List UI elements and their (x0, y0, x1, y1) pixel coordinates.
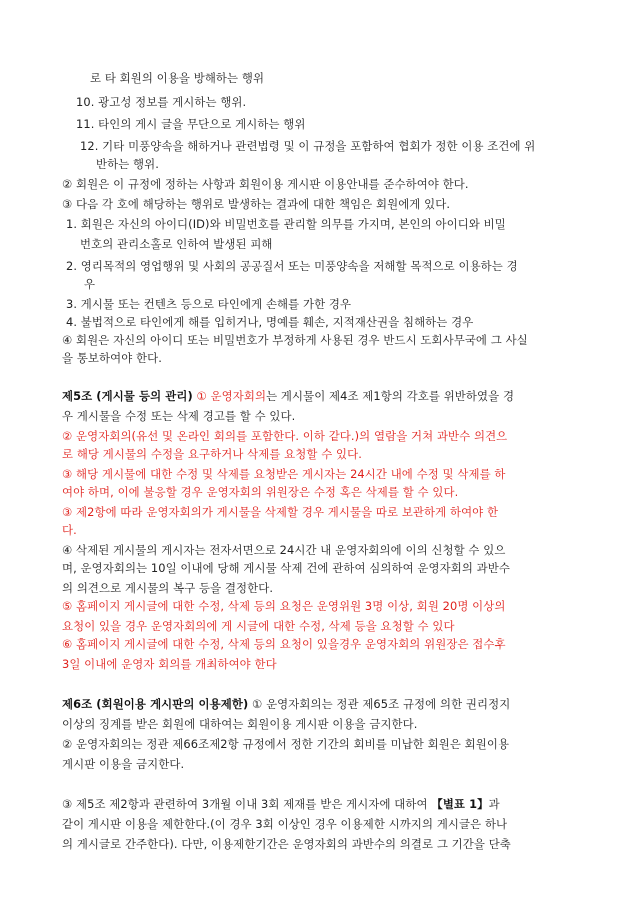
text-line: ② 운영자회의(유선 및 온라인 회의를 포함한다. 이하 같다.)의 열람을 거쳐 과반수 의견으 (62, 429, 508, 443)
article-6-heading: 제6조 (회원이용 게시판의 이용제한) (62, 697, 249, 711)
text-line: 4. 불법적으로 타인에게 해를 입히거나, 명예를 훼손, 지적재산권을 침해하는 경우 (66, 315, 474, 329)
text-line: ⑥ 홈페이지 게시글에 대한 수정, 삭제 등의 요청이 있을경우 운영자회의 위원장은 접수후 (62, 637, 506, 651)
text-line: 3. 게시물 또는 컨텐츠 등으로 타인에게 손해를 가한 경우 (66, 297, 352, 311)
text-line: ② 회원은 이 규정에 정하는 사항과 회원이용 게시판 이용안내를 준수하여야 한다. (62, 177, 469, 191)
text-line: 며, 운영자회의는 10일 이내에 당해 게시물 삭제 건에 관하여 심의하여 운영자회의 과반수 (62, 561, 510, 575)
text-line: ② 운영자회의는 정관 제66조제2항 규정에서 정한 기간의 회비를 미납한 회원은 회원이용 (62, 737, 510, 751)
text-line: 을 통보하여야 한다. (62, 351, 162, 365)
article-6-first-line (62, 696, 510, 712)
article-5-heading: 제5조 (게시물 등의 관리) (62, 389, 193, 403)
text-line: 요청이 있을 경우 운영자회의에 게 시글에 대한 수정, 삭제 등을 요청할 수 있다 (62, 619, 455, 633)
text-line: 번호의 관리소홀로 인하여 발생된 피해 (80, 237, 273, 251)
text-span: 는 게시물이 제4조 제1항의 각호를 위반하였을 경 (266, 389, 515, 403)
text-line: 이상의 징계를 받은 회원에 대하여는 회원이용 게시판 이용을 금지한다. (62, 717, 418, 731)
text-line: 로 해당 게시물의 수정을 요구하거나 삭제를 요청할 수 있다. (62, 447, 362, 461)
text-line: 1. 회원은 자신의 아이디(ID)와 비밀번호를 관리할 의무를 가지며, 본인의 아이디와 비밀 (66, 217, 506, 231)
text-line: ⑤ 홈페이지 게시글에 대한 수정, 삭제 등의 요청은 운영위원 3명 이상, 회원 20명 이상의 (62, 599, 506, 613)
text-line: ③ 다음 각 호에 해당하는 행위로 발생하는 결과에 대한 책임은 회원에게 있다. (62, 197, 451, 211)
text-line: 우 (84, 277, 96, 291)
text-line: 같이 게시판 이용을 제한한다.(이 경우 3회 이상인 경우 이용제한 시까지의 게시글은 하나 (62, 817, 508, 831)
text-span: ③ 제5조 제2항과 관련하여 3개월 이내 3회 제재를 받은 게시자에 대하여 (62, 797, 432, 811)
text-line: 3일 이내에 운영자 회의를 개최하여야 한다 (62, 657, 277, 671)
text-line: 10. 광고성 정보를 게시하는 행위. (76, 95, 247, 109)
text-line: 의 의견으로 게시물의 복구 등을 결정한다. (62, 581, 274, 595)
text-line (62, 796, 500, 812)
text-line: ④ 삭제된 게시물의 게시자는 전자서면으로 24시간 내 운영자회의에 이의 신청할 수 있으 (62, 543, 506, 557)
text-line: 여야 하며, 이에 불응할 경우 운영자회의 위원장은 수정 혹은 삭제를 할 수 있다. (62, 485, 459, 499)
highlighted-text: ① 운영자회의 (196, 389, 267, 403)
text-line: ③ 제2항에 따라 운영자회의가 게시물을 삭제할 경우 게시물을 따로 보관하게 하여야 한 (62, 505, 499, 519)
text-line: ③ 해당 게시물에 대한 수정 및 삭제를 요청받은 게시자는 24시간 내에 수정 및 삭제를 하 (62, 467, 506, 481)
text-line: 2. 영리목적의 영업행위 및 사회의 공공질서 또는 미풍양속을 저해할 목적으로 이용하는 경 (66, 259, 518, 273)
text-line: 12. 기타 미풍양속을 해하거나 관련법령 및 이 규정을 포함하여 협회가 정한 이용 조건에 위 (80, 139, 536, 153)
article-5-first-line (62, 388, 514, 404)
text-line: 다. (62, 523, 77, 537)
text-line: 의 게시글로 간주한다). 다만, 이용제한기간은 운영자회의 과반수의 의결로 그 기간을 단축 (62, 837, 511, 851)
text-line: 게시판 이용을 금지한다. (62, 757, 185, 771)
text-line: 로 타 회원의 이용을 방해하는 행위 (90, 71, 265, 85)
text-span: ① 운영자회의는 정관 제65조 규정에 의한 권리정지 (252, 697, 511, 711)
text-span: 과 (488, 797, 500, 811)
text-line: 우 게시물을 수정 또는 삭제 경고를 할 수 있다. (62, 409, 296, 423)
appendix-reference: 【별표 1】 (431, 797, 489, 811)
text-line: 반하는 행위. (96, 157, 159, 171)
text-line: 11. 타인의 게시 글을 무단으로 게시하는 행위 (76, 117, 306, 131)
text-line: ④ 회원은 자신의 아이디 또는 비밀번호가 부정하게 사용된 경우 반드시 도회사무국에 그 사실 (62, 333, 528, 347)
